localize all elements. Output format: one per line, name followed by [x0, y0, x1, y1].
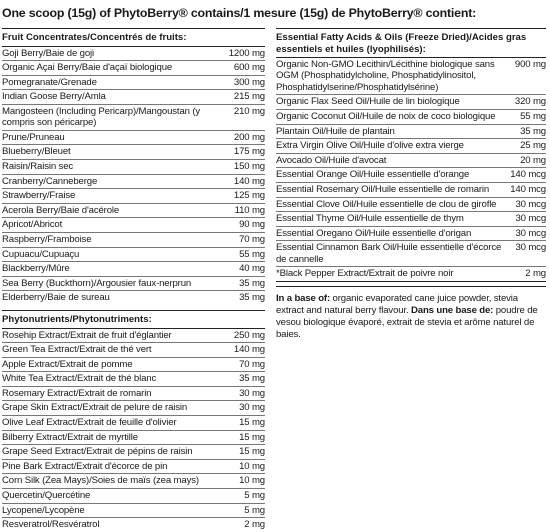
ingredient-row: [2, 358, 265, 373]
ingredient-name: Pomegranate/Grenade: [2, 76, 97, 88]
ingredient-row: [276, 139, 546, 154]
ingredient-name: Blueberry/Bleuet: [2, 146, 71, 158]
ingredient-row: [2, 329, 265, 344]
ingredient-row: [2, 431, 265, 446]
ingredient-amount: 5 mg: [244, 504, 265, 516]
ingredient-name: Green Tea Extract/Extrait de thé vert: [2, 344, 152, 356]
ingredient-name: Rosehip Extract/Extrait de fruit d'églantier: [2, 329, 172, 341]
ingredient-name: Apple Extract/Extrait de pomme: [2, 358, 133, 370]
ingredient-amount: 10 mg: [239, 460, 265, 472]
ingredient-amount: 110 mg: [234, 204, 265, 216]
base-label-fr: Dans une base de:: [411, 304, 494, 316]
base-ingredients: [276, 286, 546, 341]
ingredient-amount: 20 mg: [520, 154, 546, 166]
ingredient-row: [2, 76, 265, 91]
ingredient-amount: 2 mg: [244, 519, 265, 531]
ingredient-name: Cupuacu/Cupuaçu: [2, 248, 80, 260]
left-column: [2, 28, 265, 532]
ingredient-amount: 70 mg: [239, 358, 265, 370]
ingredient-row: [2, 474, 265, 489]
ingredient-row: [276, 125, 546, 140]
ingredient-amount: 30 mcg: [515, 227, 546, 239]
ingredient-amount: 200 mg: [233, 131, 265, 143]
ingredient-row: [2, 90, 265, 105]
ingredient-name: Bilberry Extract/Extrait de myrtille: [2, 431, 138, 443]
ingredient-amount: 300 mg: [233, 76, 265, 88]
ingredient-name: Extra Virgin Olive Oil/Huile d'olive extra vierge: [276, 140, 464, 152]
ingredient-name: Avocado Oil/Huile d'avocat: [276, 154, 387, 166]
ingredient-amount: 35 mg: [520, 125, 546, 137]
base-text-fr: poudre de vesou biologique évaporé, extrait de stevia et arôme naturel de baies.: [276, 304, 538, 340]
ingredient-row: [2, 460, 265, 475]
ingredient-name: Quercetin/Quercétine: [2, 490, 91, 502]
ingredient-name: Rosemary Extract/Extrait de romarin: [2, 387, 152, 399]
ingredient-amount: 30 mcg: [515, 198, 546, 210]
ingredient-amount: 15 mg: [239, 431, 265, 443]
phyto-section-heading: Phytonutrients/Phytonutriments:: [2, 311, 265, 329]
ingredient-amount: 70 mg: [239, 234, 265, 246]
ingredient-amount: 1200 mg: [228, 47, 265, 59]
ingredient-row: [276, 110, 546, 125]
ingredient-amount: 210 mg: [233, 105, 265, 117]
ingredient-row: [2, 233, 265, 248]
ingredient-name: Grape Skin Extract/Extrait de pelure de raisin: [2, 402, 188, 414]
ingredient-amount: 2 mg: [525, 268, 546, 280]
ingredient-row: [2, 387, 265, 402]
ingredient-row: [2, 189, 265, 204]
ingredient-name: Plantain Oil/Huile de plantain: [276, 125, 395, 137]
ingredient-amount: 35 mg: [239, 277, 265, 289]
ingredient-amount: 215 mg: [233, 91, 265, 103]
ingredient-amount: 175 mg: [233, 146, 265, 158]
ingredient-amount: 55 mg: [239, 248, 265, 260]
ingredient-row: [2, 262, 265, 277]
ingredient-name: Acerola Berry/Baie d'acérole: [2, 204, 120, 216]
ingredient-row: [276, 212, 546, 227]
ingredient-amount: 150 mg: [233, 161, 265, 173]
ingredient-row: [2, 291, 265, 305]
phyto-list: [2, 329, 265, 532]
ingredient-row: [276, 227, 546, 242]
ingredient-row: [2, 248, 265, 263]
page-title: One scoop (15g) of PhytoBerry® contains/1 mesure (15g) de PhytoBerry® contient:: [2, 6, 477, 20]
ingredient-row: [2, 145, 265, 160]
ingredient-row: [276, 58, 546, 95]
ingredient-row: [276, 183, 546, 198]
ingredient-row: [276, 95, 546, 110]
ingredient-name: Mangosteen (Including Pericarp)/Mangoustan (y compris son péricarpe): [2, 105, 201, 129]
ingredient-amount: 125 mg: [233, 190, 265, 202]
ingredient-name: Essential Cinnamon Bark Oil/Huile essentielle d'écorce de cannelle: [276, 242, 502, 265]
ingredient-row: [2, 277, 265, 292]
ingredient-name: Prune/Pruneau: [2, 131, 65, 143]
ingredient-row: [2, 504, 265, 519]
ingredient-amount: 10 mg: [239, 475, 265, 487]
ingredient-amount: 250 mg: [233, 329, 265, 341]
ingredient-row: [2, 160, 265, 175]
ingredient-row: [2, 518, 265, 532]
ingredient-name: Grape Seed Extract/Extrait de pépins de raisin: [2, 446, 193, 458]
ingredient-name: Pine Bark Extract/Extrait d'écorce de pin: [2, 460, 168, 472]
ingredient-name: Essential Orange Oil/Huile essentielle d'orange: [276, 169, 470, 181]
ingredient-name: Blackberry/Mûre: [2, 263, 70, 275]
efa-list: [276, 58, 546, 282]
ingredient-amount: 30 mcg: [515, 242, 546, 254]
ingredient-name: Corn Silk (Zea Mays)/Soies de maïs (zea mays): [2, 475, 199, 487]
ingredient-amount: 15 mg: [239, 417, 265, 429]
ingredient-name: Olive Leaf Extract/Extrait de feuille d'olivier: [2, 417, 177, 429]
ingredient-name: Essential Clove Oil/Huile essentielle de clou de girofle: [276, 198, 497, 210]
ingredient-row: [2, 61, 265, 76]
ingredient-amount: 25 mg: [520, 140, 546, 152]
fruit-section-heading: Fruit Concentrates/Concentrés de fruits:: [2, 29, 265, 47]
right-column: [276, 28, 546, 341]
ingredient-row: [276, 154, 546, 169]
ingredient-row: [2, 47, 265, 62]
ingredient-row: [2, 445, 265, 460]
ingredient-row: [2, 105, 265, 131]
ingredient-amount: 30 mcg: [515, 213, 546, 225]
ingredient-name: Goji Berry/Baie de goji: [2, 47, 95, 59]
ingredient-name: Organic Non-GMO Lecithin/Lécithine biologique sans OGM (Phosphatidylcholine, Phosphatidylinositol, Phosphatidylserine/Phosphatidylsérine): [276, 59, 495, 93]
ingredient-row: [2, 343, 265, 358]
ingredient-name: Strawberry/Fraise: [2, 190, 76, 202]
ingredient-amount: 140 mg: [233, 175, 265, 187]
ingredient-name: *Black Pepper Extract/Extrait de poivre noir: [276, 268, 454, 280]
ingredient-name: Raisin/Raisin sec: [2, 161, 74, 173]
ingredient-amount: 90 mg: [239, 219, 265, 231]
ingredient-name: White Tea Extract/Extrait de thé blanc: [2, 373, 157, 385]
ingredient-name: Organic Flax Seed Oil/Huile de lin biologique: [276, 96, 460, 108]
ingredient-row: [2, 175, 265, 190]
ingredient-amount: 140 mcg: [510, 169, 546, 181]
ingredient-amount: 40 mg: [239, 263, 265, 275]
ingredient-amount: 30 mg: [239, 402, 265, 414]
ingredient-name: Indian Goose Berry/Amla: [2, 91, 106, 103]
ingredient-name: Organic Coconut Oil/Huile de noix de coco biologique: [276, 111, 496, 122]
ingredient-row: [2, 372, 265, 387]
ingredient-name: Lycopene/Lycopène: [2, 504, 85, 516]
ingredient-name: Essential Oregano Oil/Huile essentielle d'origan: [276, 227, 472, 239]
ingredient-row: [276, 241, 546, 267]
ingredient-row: [2, 218, 265, 233]
ingredient-amount: 15 mg: [239, 446, 265, 458]
ingredient-amount: 35 mg: [239, 292, 265, 304]
ingredient-name: Sea Berry (Buckthorn)/Argousier faux-nerprun: [2, 277, 192, 289]
base-text-en: organic evaporated cane juice powder, stevia extract and natural berry flavour.: [276, 292, 518, 316]
ingredient-row: [2, 416, 265, 431]
ingredient-amount: 35 mg: [239, 373, 265, 385]
ingredient-name: Organic Açai Berry/Baie d'açaï biologique: [2, 62, 173, 74]
ingredient-row: [2, 401, 265, 416]
base-label-en: In a base of:: [276, 292, 331, 304]
ingredient-name: Cranberry/Canneberge: [2, 175, 98, 187]
ingredient-amount: 30 mg: [239, 387, 265, 399]
ingredient-name: Resveratrol/Resvératrol: [2, 519, 100, 531]
ingredient-row: [276, 198, 546, 213]
ingredient-name: Apricot/Abricot: [2, 219, 63, 231]
ingredient-amount: 900 mg: [514, 59, 546, 70]
ingredient-amount: 320 mg: [514, 96, 546, 108]
ingredient-amount: 600 mg: [233, 62, 265, 74]
ingredient-row: [276, 168, 546, 183]
fruit-list: [2, 47, 265, 306]
ingredient-row: [2, 489, 265, 504]
ingredient-name: Elderberry/Baie de sureau: [2, 292, 110, 304]
ingredient-name: Essential Rosemary Oil/Huile essentielle de romarin: [276, 183, 490, 195]
ingredient-name: Essential Thyme Oil/Huile essentielle de thym: [276, 213, 464, 225]
ingredient-row: [276, 267, 546, 281]
ingredient-amount: 140 mcg: [510, 183, 546, 195]
ingredient-row: [2, 131, 265, 146]
ingredient-name: Raspberry/Framboise: [2, 234, 92, 246]
efa-section-heading: Essential Fatty Acids & Oils (Freeze Dried)/Acides gras essentiels et huiles (lyophilisés):: [276, 29, 546, 58]
ingredient-row: [2, 204, 265, 219]
ingredient-amount: 5 mg: [244, 490, 265, 502]
ingredient-amount: 55 mg: [520, 111, 546, 122]
ingredient-amount: 140 mg: [233, 344, 265, 356]
